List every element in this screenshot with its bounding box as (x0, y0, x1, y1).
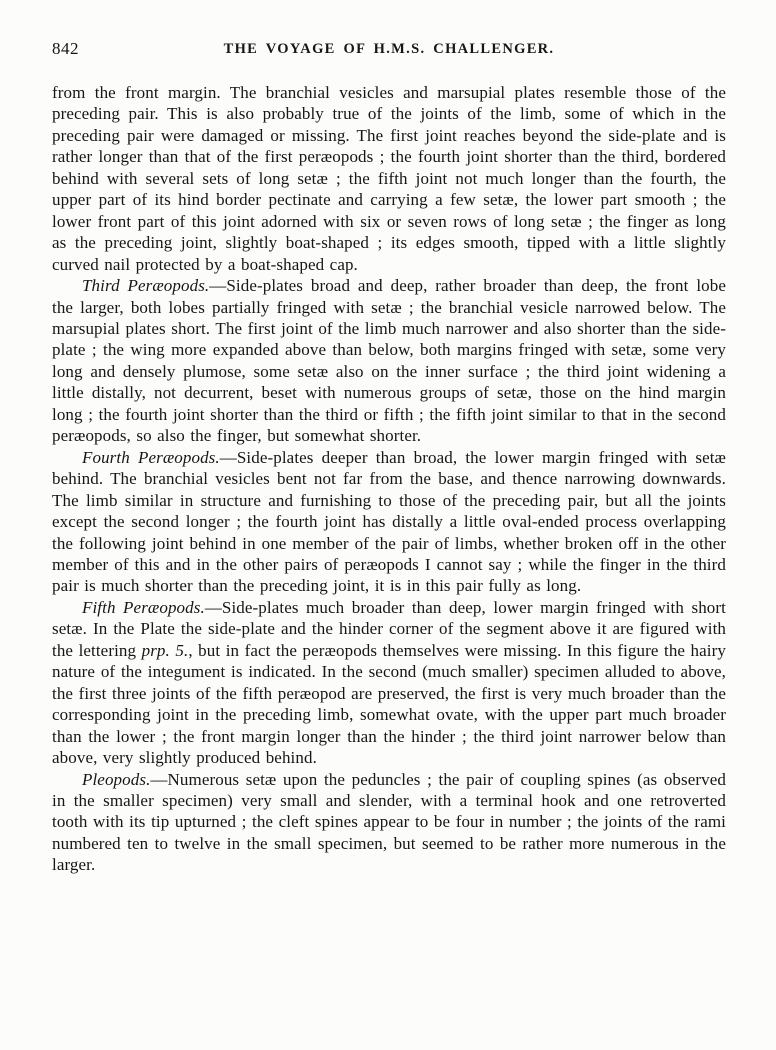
italic-text: Third Peræopods. (82, 276, 210, 296)
page-number: 842 (52, 39, 79, 58)
paragraph-2 (52, 275, 726, 447)
paragraph-3 (52, 447, 726, 597)
page-header (52, 38, 726, 62)
paragraph-4 (52, 597, 726, 769)
paragraph-5 (52, 769, 726, 876)
running-title: THE VOYAGE OF H.M.S. CHALLENGER. (223, 41, 555, 57)
body-text: —Numerous setæ upon the peduncles ; the pair of coupling spines (as observed in the smaller specimen) very small and slender, with a terminal hook and one retroverted tooth with its tip upturned ; the cleft spines appear to be four in number ; the joints of the rami numbered ten to twelve in the small specimen, but seemed to be rather more numerous in the larger. (52, 769, 726, 875)
body-text: —Side-plates broad and deep, rather broader than deep, the front lobe the larger, both lobes partially fringed with setæ ; the branchial vesicle narrowed below. The marsupial plates short. The first joint of the limb much narrower and also shorter than the side-plate ; the wing more expanded above than below, both margins fringed with setæ, some very long and densely plumose, some setæ also on the inner surface ; the third joint widening a little distally, not decurrent, beset with numerous groups of setæ, those on the hind margin long ; the fourth joint shorter than the third or fifth ; the fifth joint similar to that in the second peræopods, so also the finger, but somewhat shorter. (52, 276, 726, 446)
page-body (52, 82, 726, 876)
italic-text: Pleopods. (82, 769, 151, 789)
body-text: , but in fact the peræopods themselves were missing. In this figure the hairy nature of the integument is indicated. In the second (much smaller) specimen alluded to above, the first three joints of the fifth peræopod are preserved, the first is very much broader than the corresponding joint in the preceding limb, somewhat ovate, with the upper part much broader than the lower ; the front margin longer than the hinder ; the third joint narrower below than above, very slightly produced behind. (52, 640, 726, 768)
body-text: —Side-plates much broader than deep, lower margin fringed with short setæ. In the Plate the side-plate and the hinder corner of the segment above it are figured with the lettering (52, 597, 726, 660)
italic-text: prp. 5. (141, 640, 189, 660)
italic-text: Fifth Peræopods. (82, 597, 205, 617)
body-text: from the front margin. The branchial vesicles and marsupial plates resemble those of the preceding pair. This is also probably true of the joints of the limb, some of which in the preceding pair were damaged or missing. The first joint reaches beyond the side-plate and is rather longer than that of the first peræopods ; the fourth joint shorter than the third, bordered behind with several sets of long setæ ; the fifth joint not much longer than the fourth, the upper part of its hind border pectinate and carrying a few setæ, the lower part smooth ; the lower front part of this joint adorned with six or seven rows of long setæ ; the finger as long as the preceding joint, slightly boat-shaped ; its edges smooth, tipped with a little slightly curved nail protected by a boat-shaped cap. (52, 83, 726, 274)
italic-text: Fourth Peræopods. (82, 447, 220, 467)
body-text: —Side-plates deeper than broad, the lower margin fringed with setæ behind. The branchial vesicles bent not far from the base, and thence narrowing downwards. The limb similar in structure and furnishing to those of the preceding pair, but all the joints except the second longer ; the fourth joint has distally a little oval-ended process overlapping the following joint behind in one member of the pair of limbs, whether broken off in the other member of this and in the other pairs of peræopods I cannot say ; while the finger in the third pair is much shorter than the preceding joint, it is in this pair fully as long. (52, 447, 726, 596)
paragraph-1 (52, 82, 726, 275)
